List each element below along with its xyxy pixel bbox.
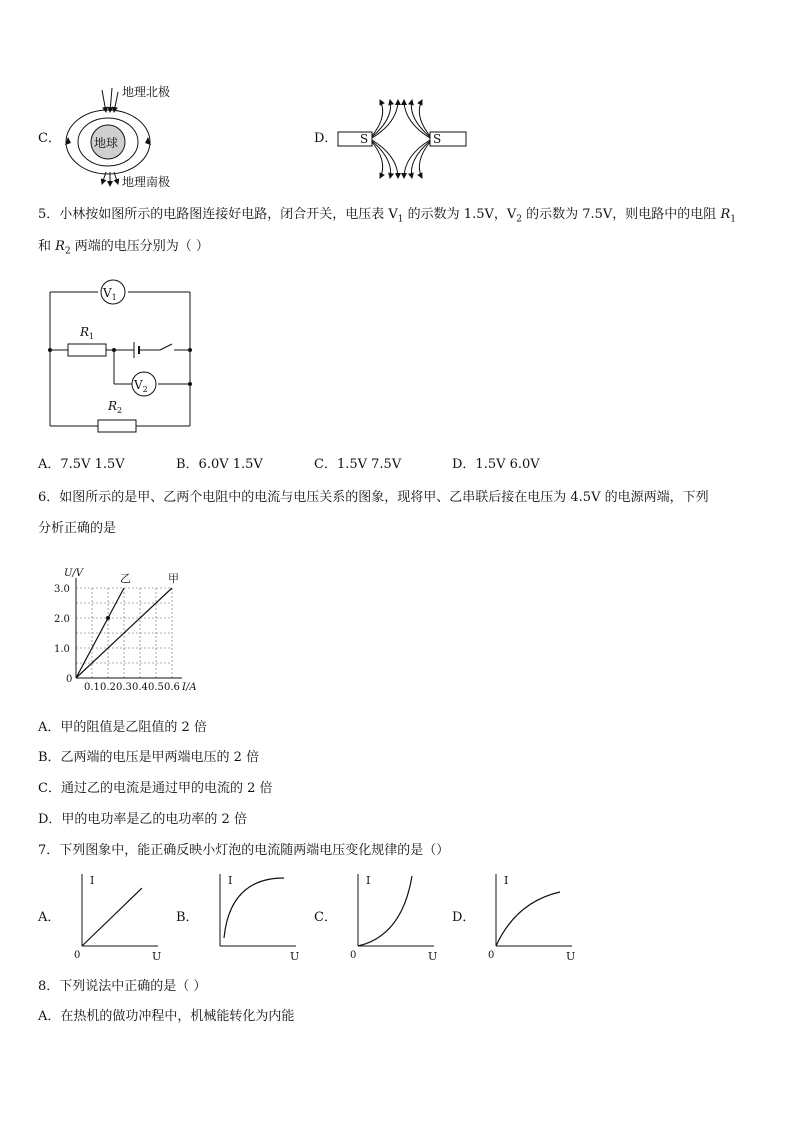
x-axis-label: U [566, 950, 576, 963]
curve-inverse [224, 878, 284, 938]
x-axis-label: U [290, 950, 300, 963]
q7-stem: 7．下列图象中，能正确反映小灯泡的电流随两端电压变化规律的是（） [38, 843, 450, 858]
y-axis-label: I [228, 874, 233, 887]
earth-label: 地球 [94, 136, 119, 150]
q5-stem-line1: 5．小林按如图所示的电路图连接好电路，闭合开关，电压表 $V_1$ 的示数为 1.5V，$V_2$ 的示数为 7.5V，则电路中的电阻 $R_1$ [38, 207, 736, 225]
x-tick-label: 0.2 [100, 682, 116, 693]
highlight-point [106, 616, 110, 620]
q6-stem-line1: 6．如图所示的是甲、乙两个电阻中的电流与电压关系的图象，现将甲、乙串联后接在电压为 4.5V 的电源两端，下列 [38, 490, 709, 505]
origin-label: 0 [350, 950, 357, 961]
y-tick-label: 1.0 [54, 644, 70, 655]
x-tick-label: 0.6 [164, 682, 180, 693]
y-tick-label: 2.0 [54, 614, 70, 625]
v2-meter-label: $V_2$ [134, 378, 148, 394]
y-axis-label: I [90, 874, 95, 887]
r2-resistor-label: $R_2$ [108, 399, 123, 415]
q6-stem-line2: 分析正确的是 [38, 521, 117, 536]
earth-magnetic-field-diagram [60, 82, 200, 192]
x-tick-label: 0.4 [132, 682, 148, 693]
origin-label: 0 [488, 950, 495, 961]
two-s-poles-magnet-diagram [338, 96, 468, 182]
q7-graph-d[interactable] [486, 870, 576, 962]
q7-graph-a[interactable] [72, 870, 162, 962]
curve-concave-down [496, 892, 560, 946]
q6-option-b[interactable]: B．乙两端的电压是甲两端电压的 2 倍 [38, 750, 260, 765]
curve-linear [82, 888, 142, 946]
q4-option-d-label: D． [314, 131, 338, 146]
q5-option-d[interactable]: D．1.5V 6.0V [452, 457, 540, 472]
x-tick-label: 0.5 [148, 682, 164, 693]
q5-stem-line2: 和 $R_2$ 两端的电压分别为（ ） [38, 239, 209, 257]
q8-option-a[interactable]: A．在热机的做功冲程中，机械能转化为内能 [38, 1009, 295, 1024]
r1-resistor-label: $R_1$ [80, 325, 95, 341]
q7-option-label-a[interactable]: A． [38, 910, 61, 925]
north-pole-label: 地理北极 [122, 85, 171, 99]
q5-option-a[interactable]: A．7.5V 1.5V [38, 457, 125, 472]
y-axis-label: I [366, 874, 371, 887]
origin-label: 0 [74, 950, 81, 961]
q5-option-c[interactable]: C．1.5V 7.5V [314, 457, 402, 472]
south-pole-label: 地理南极 [122, 175, 171, 189]
y-tick-label: 3.0 [54, 584, 70, 595]
x-axis-label: U [428, 950, 438, 963]
series-name-label-2: 甲 [168, 572, 179, 585]
origin-label: 0 [66, 674, 73, 685]
y-axis-label: I [504, 874, 509, 887]
q6-option-d[interactable]: D．甲的电功率是乙的电功率的 2 倍 [38, 812, 247, 827]
q7-graph-c[interactable] [348, 870, 438, 962]
q5-option-b[interactable]: B．6.0V 1.5V [176, 457, 263, 472]
q4-option-c-label: C． [38, 131, 61, 146]
q8-stem: 8．下列说法中正确的是（ ） [38, 979, 207, 994]
x-axis-label: U [152, 950, 162, 963]
v1-meter-label: $V_1$ [103, 286, 117, 302]
q7-option-label-d[interactable]: D． [452, 910, 476, 925]
q6-option-c[interactable]: C．通过乙的电流是通过甲的电流的 2 倍 [38, 781, 273, 796]
s-pole-right-label: S [433, 132, 442, 146]
x-axis-label: I/A [182, 682, 197, 693]
q7-option-label-b[interactable]: B． [176, 910, 199, 925]
y-axis-label: U/V [64, 568, 84, 579]
x-tick-label: 0.3 [116, 682, 132, 693]
s-pole-left-label: S [360, 132, 369, 146]
x-tick-label: 0.1 [84, 682, 100, 693]
q6-iv-chart [40, 558, 220, 708]
q7-option-label-c[interactable]: C． [314, 910, 337, 925]
series-name-label-1: 乙 [120, 572, 131, 585]
q5-circuit-diagram [42, 280, 202, 430]
q6-option-a[interactable]: A．甲的阻值是乙阻值的 2 倍 [38, 720, 207, 735]
q7-graph-b[interactable] [210, 870, 300, 962]
